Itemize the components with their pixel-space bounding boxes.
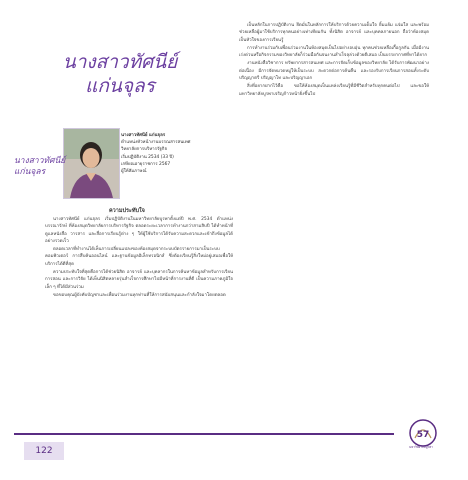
profile-info — [121, 132, 231, 175]
page-number: 122 — [24, 442, 64, 460]
logo-caption: มหาวิทยาลัยบูรพา — [409, 445, 433, 449]
left-paragraph: ตลอดเวลาที่ทำงานได้เห็นการเปลี่ยนแปลงของห้องสมุดจากระบบบัตรรายการมาเป็นระบบคอมพิวเตอร์ การสืบค้นออนไลน์ และฐานข้อมูลอิเล็กทรอนิกส์ ซึ่งต้องเรียนรู้สิ่งใหม่อยู่เสมอเพื่อให้บริการได้ดีที่สุด — [45, 247, 233, 267]
profile-note: ผู้ให้สัมภาษณ์ — [121, 169, 147, 175]
right-paragraph: เป็นหลักในการปฏิบัติงาน ยึดมั่นในหลักการให้บริการด้วยความเต็มใจ ยิ้มแย้ม แจ่มใส และพร้อมช่วยเหลือผู้มาใช้บริการทุกคนอย่างเท่าเทียมกัน ทั้งนิสิต อาจารย์ และบุคคลภายนอก ถือว่าห้องสมุดเป็นหัวใจของการเรียนรู้ — [239, 23, 429, 43]
footer-divider — [14, 433, 394, 435]
left-paragraph: นางสาวทัศนีย์ แก่นจุลร เริ่มปฏิบัติงานในมหาวิทยาลัยบูรพาตั้งแต่ปี พ.ศ. 2534 ตำแหน่งบรรณารักษ์ ที่ห้องสมุดวิทยาลัยการบริหารรัฐกิจ ตลอดระยะเวลาการทำงานกว่าสามสิบปี ได้ทำหน้าที่ดูแลหนังสือ วารสาร และสื่อการเรียนรู้ต่าง ๆ ให้ผู้ใช้บริการได้รับความสะดวกและเข้าถึงข้อมูลได้อย่างรวดเร็ว — [45, 217, 233, 244]
profile-unit: วิทยาลัยการบริหารรัฐกิจ — [121, 147, 168, 153]
title-line-1: นางสาวทัศนีย์ — [62, 51, 178, 73]
profile-retire: เกษียณอายุราชการ 2567 — [121, 161, 171, 167]
profile-position: ตำแหน่งหัวหน้างานบรรณสารสนเทศ — [121, 140, 191, 146]
portrait-photo — [63, 128, 120, 199]
profile-name: นางสาวทัศนีย์ แก่นจุลร — [121, 133, 166, 138]
caption-line-2: แก่นจุลร — [14, 167, 46, 177]
logo-year: 57 — [416, 430, 430, 440]
left-column — [45, 216, 233, 300]
right-column — [239, 22, 429, 99]
page-title — [30, 50, 210, 98]
profile-start: เริ่มปฏิบัติงาน 2534 (33 ปี) — [121, 154, 174, 160]
right-paragraph: สิ่งที่อยากฝากไว้คือ ขอให้ห้องสมุดเป็นแหล่งเรียนรู้ที่มีชีวิตสำหรับทุกคนต่อไป และขอให้มหาวิทยาลัยบูรพาเจริญก้าวหน้ายิ่งขึ้นไป — [239, 84, 429, 97]
caption-line-1: นางสาวทัศนีย์ — [14, 156, 66, 166]
left-paragraph: ขอขอบคุณผู้บังคับบัญชาและเพื่อนร่วมงานทุกท่านที่ให้การสนับสนุนและกำลังใจมาโดยตลอด — [53, 292, 226, 298]
right-paragraph: การทำงานร่วมกับเพื่อนร่วมงานในห้องสมุดเป็นไปอย่างอบอุ่น ทุกคนช่วยเหลือเกื้อกูลกัน เมื่อมีงานเร่งด่วนหรือกิจกรรมของวิทยาลัยก็ร่วมมือกันจนงานสำเร็จลุล่วงด้วยดีเสมอ เป็นบรรยากาศที่หาได้ยาก — [239, 45, 429, 59]
title-line-2: แก่นจุลร — [85, 75, 155, 97]
left-paragraph: ความประทับใจที่สุดคือการได้ช่วยนิสิต อาจารย์ และบุคลากรในการค้นหาข้อมูลสำหรับการเรียน การสอน และการวิจัย ได้เห็นนิสิตหลายรุ่นสำเร็จการศึกษาไปมีหน้าที่การงานที่ดี เป็นความภาคภูมิใจเล็ก ๆ ที่ได้มีส่วนร่วม — [45, 270, 233, 290]
section-heading: ความประทับใจ — [109, 208, 145, 214]
right-paragraph: งานหนังสือวิชาการ ทรัพยากรสารสนเทศ และการจัดเก็บข้อมูลของวิทยาลัย ได้รับการพัฒนาอย่างต่อเนื่อง มีการจัดหมวดหมู่ให้เป็นระบบ สะดวกต่อการค้นคืน และรองรับการเรียนการสอนทั้งระดับปริญญาตรี ปริญญาโท และปริญญาเอก — [239, 61, 429, 82]
photo-caption — [14, 156, 66, 178]
